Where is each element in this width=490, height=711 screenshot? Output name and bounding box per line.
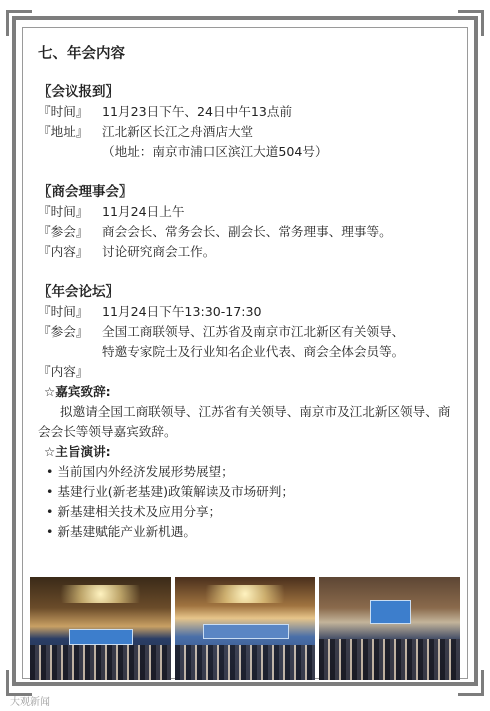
council-time-label: 『时间』 [38,204,89,219]
forum-attend-line2: 特邀专家院士及行业知名企业代表、商会全体会员等。 [102,344,405,359]
chandelier-lights [44,585,157,603]
registration-place-label: 『地址』 [38,124,89,139]
audience-rows [319,639,460,680]
council-time-value: 11月24日上午 [102,204,185,219]
council-attend-value: 商会会长、常务会长、副会长、常务理事、理事等。 [102,224,392,239]
conference-photo-main-hall [175,577,316,680]
audience-rows [30,645,171,680]
audience-rows [175,645,316,680]
conference-photos [30,577,460,680]
forum-attend-line1: 全国工商联领导、江苏省及南京市江北新区有关领导、 [102,324,405,339]
registration-place-value: 江北新区长江之舟酒店大堂 [102,124,254,139]
council-content-value: 讨论研究商会工作。 [102,244,216,259]
conference-photo-banquet-hall [30,577,171,680]
registration-time-label: 『时间』 [38,104,89,119]
document-content [38,38,458,542]
council-content-label: 『内容』 [38,244,89,259]
keynote-heading: ☆主旨演讲: [44,444,111,459]
registration-title: 〖会议报到〗 [38,84,119,100]
forum-time-label: 『时间』 [38,304,89,319]
forum-title: 〖年会论坛〗 [38,284,119,300]
keynote-item: • 基建行业(新老基建)政策解读及市场研判； [46,484,294,499]
council-attend-label: 『参会』 [38,224,89,239]
guest-speech-heading: ☆嘉宾致辞: [44,384,111,399]
keynote-item: • 当前国内外经济发展形势展望； [46,464,234,479]
section-title: 七、年会内容 [38,46,125,62]
stage-screen [370,600,411,625]
forum-attend-row [38,322,458,342]
forum-attend-label: 『参会』 [38,324,89,339]
stage-screen [69,629,133,645]
council-attend-row [38,222,458,242]
council-time-row [38,202,458,222]
watermark: 大观新闻 [10,697,50,708]
registration-time-row [38,102,458,122]
keynote-item: • 新基建赋能产业新机遇。 [46,524,196,539]
council-title: 〖商会理事会〗 [38,184,133,200]
forum-time-row [38,302,458,322]
forum-time-value: 11月24日下午13:30-17:30 [102,304,262,319]
conference-photo-auditorium [319,577,460,680]
forum-content-label: 『内容』 [38,364,89,379]
guest-speech-text: 拟邀请全国工商联领导、江苏省有关领导、南京市及江北新区领导、商会会长等领导嘉宾致辞。 [38,404,451,439]
registration-place-row [38,122,458,142]
registration-time-value: 11月23日下午、24日中午13点前 [102,104,293,119]
registration-address: （地址：南京市浦口区滨江大道504号） [102,144,328,159]
stage-screen [203,624,289,638]
chandelier-lights [189,585,302,603]
council-content-row [38,242,458,262]
keynote-item: • 新基建相关技术及应用分享； [46,504,222,519]
